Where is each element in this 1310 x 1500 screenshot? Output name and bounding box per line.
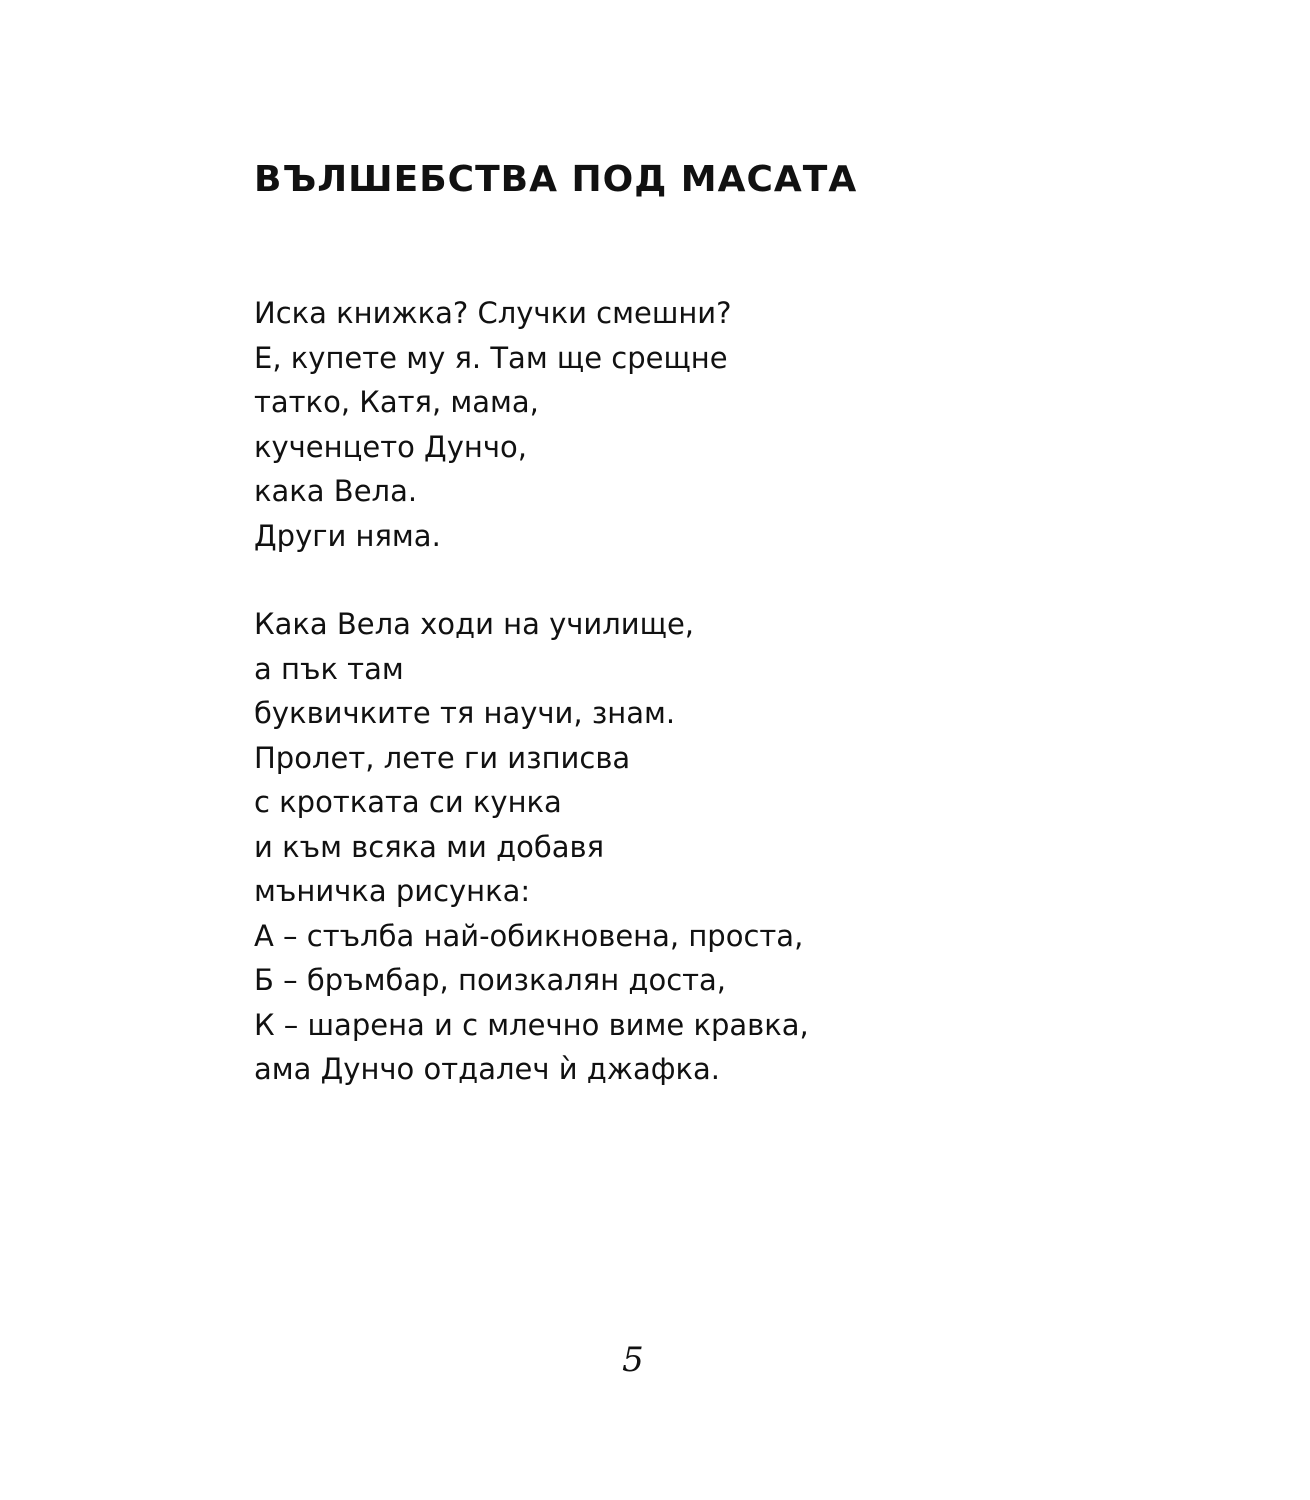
poem-line: Иска книжка? Случки смешни? — [254, 296, 732, 330]
poem-line: а пък там — [254, 651, 404, 686]
poem-line: Други няма. — [254, 518, 441, 553]
stanza-2 — [254, 602, 809, 1092]
poem-line: Пролет, лете ги изписва — [254, 740, 631, 775]
poem-line: кака Вела. — [254, 474, 418, 508]
poem-line: Е, купете му я. Там ще срещне — [254, 340, 728, 375]
stanza-1 — [254, 291, 732, 558]
poem-title: ВЪЛШЕБСТВА ПОД МАСАТА — [254, 159, 858, 200]
poem-line: Б – бръмбар, поизкалян доста, — [254, 963, 727, 997]
poem-line: К – шарена и с млечно виме кравка, — [254, 1007, 809, 1042]
poem-line: буквичките тя научи, знам. — [254, 696, 676, 730]
poem-line: А – стълба най-обикновена, проста, — [254, 918, 804, 953]
poem-line: Кака Вела ходи на училище, — [254, 607, 694, 641]
poem-line: с кротката си кунка — [254, 785, 562, 819]
poem-line: и към всяка ми добавя — [254, 829, 605, 864]
poem-line: татко, Катя, мама, — [254, 385, 539, 419]
poem-line: мъничка рисунка: — [254, 874, 531, 908]
poem-line: ама Дунчо отдалеч ѝ джафка. — [254, 1052, 721, 1086]
page-number: 5 — [622, 1340, 644, 1380]
poem-line: кученцето Дунчо, — [254, 429, 527, 464]
